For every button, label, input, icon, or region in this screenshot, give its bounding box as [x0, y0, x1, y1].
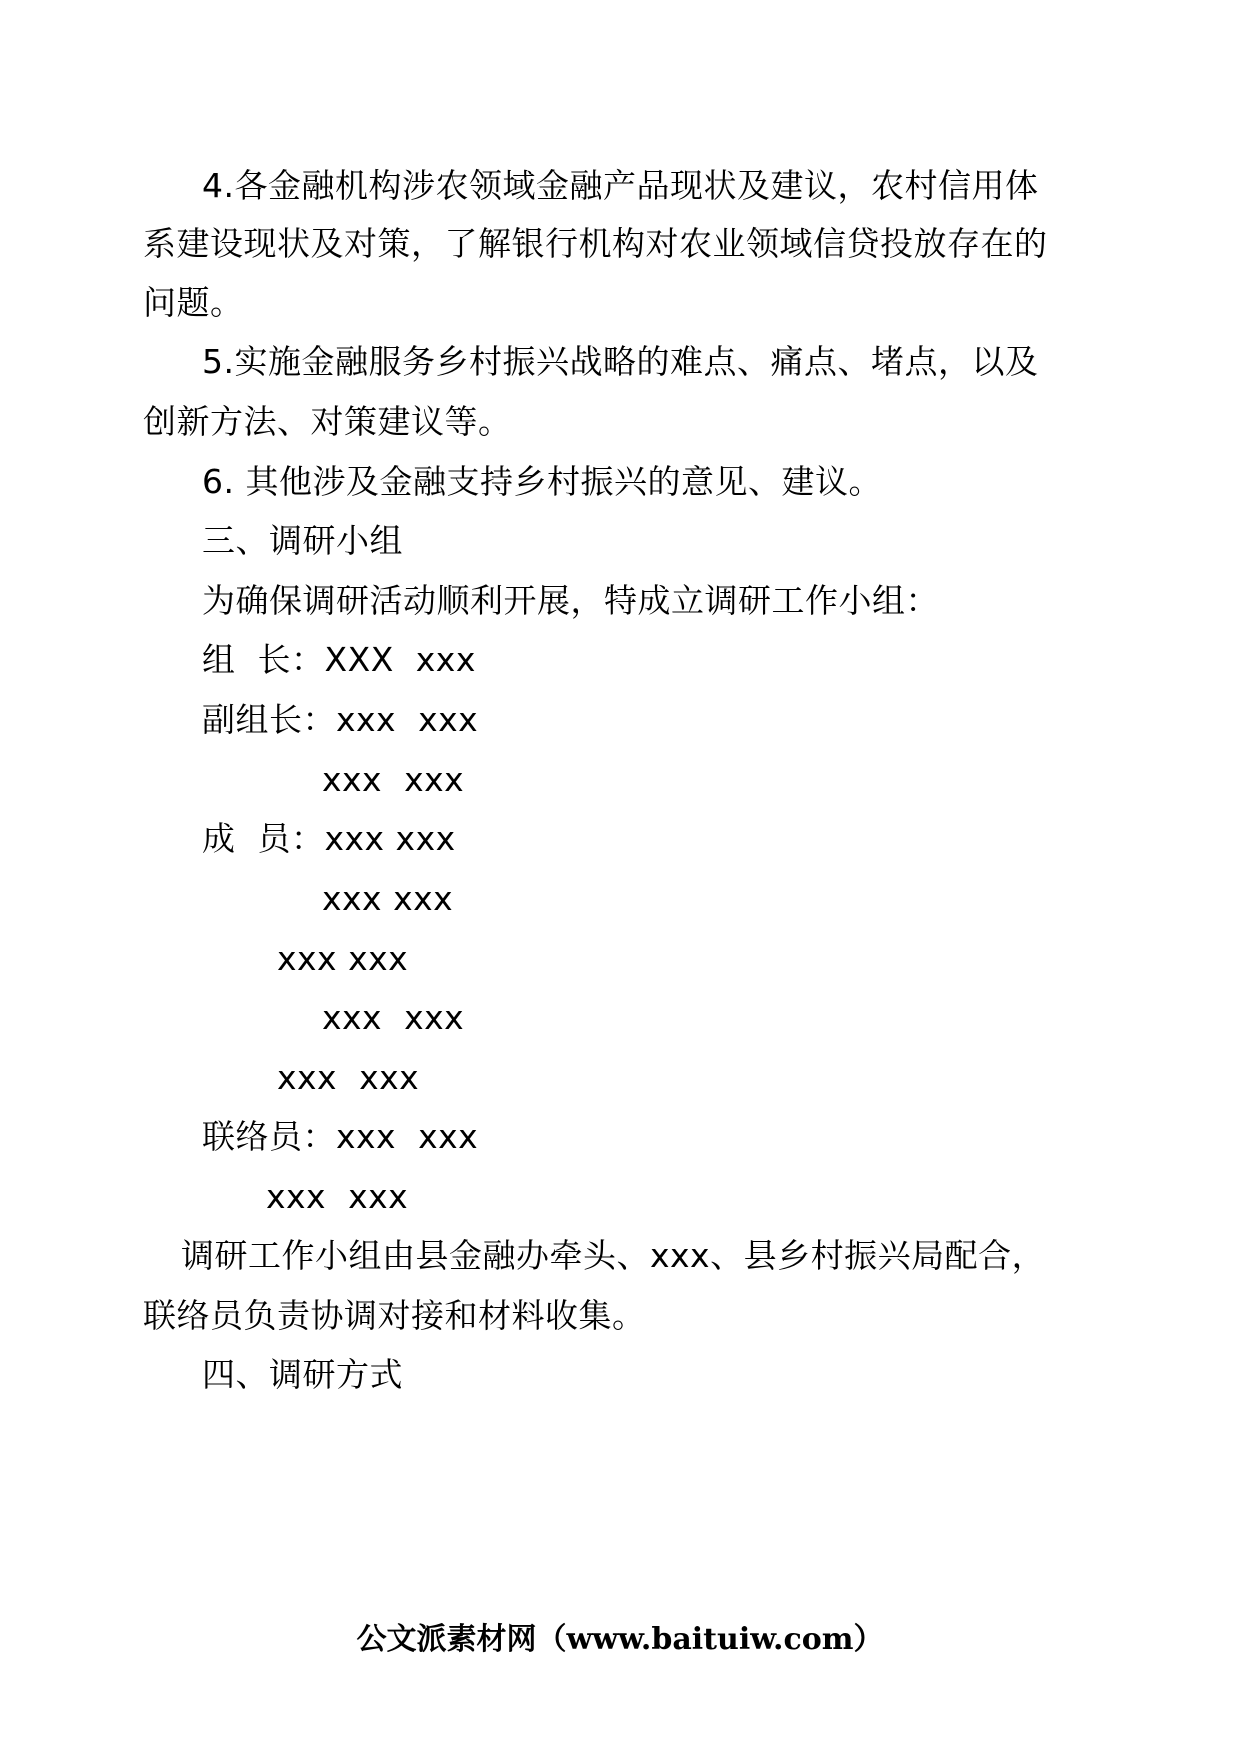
- section-3-heading: 三、调研小组: [202, 521, 403, 560]
- paragraph-5-line-2: 创新方法、对策建议等。: [143, 402, 512, 441]
- paragraph-4-line-1: 4.各金融机构涉农领域金融产品现状及建议，农村信用体: [202, 166, 1039, 205]
- deputy-leader-line-2: xxx xxx: [322, 760, 465, 799]
- members-line-2: xxx xxx: [322, 879, 454, 918]
- members-line-1: 成 员：xxx xxx: [202, 819, 456, 858]
- paragraph-5-line-1: 5.实施金融服务乡村振兴战略的难点、痛点、堵点，以及: [202, 342, 1039, 381]
- section-3-intro: 为确保调研活动顺利开展，特成立调研工作小组：: [202, 581, 939, 620]
- paragraph-4-line-3: 问题。: [143, 283, 244, 322]
- paragraph-6-line-1: 6. 其他涉及金融支持乡村振兴的意见、建议。: [202, 462, 882, 501]
- paragraph-4-line-2: 系建设现状及对策，了解银行机构对农业领域信贷投放存在的: [143, 224, 1048, 263]
- group-leader-line: 组 长：XXX xxx: [202, 640, 476, 679]
- section-4-heading: 四、调研方式: [202, 1355, 403, 1394]
- members-line-5: xxx xxx: [277, 1058, 420, 1097]
- members-line-4: xxx xxx: [322, 998, 465, 1037]
- deputy-leader-line-1: 副组长：xxx xxx: [202, 700, 479, 739]
- summary-line-1: 调研工作小组由县金融办牵头、xxx、县乡村振兴局配合，: [181, 1236, 1046, 1275]
- liaison-line-2: xxx xxx: [266, 1177, 409, 1216]
- members-line-3: xxx xxx: [277, 939, 409, 978]
- summary-line-2: 联络员负责协调对接和材料收集。: [143, 1296, 646, 1335]
- footer-watermark: 公文派素材网（www.baituiw.com）: [356, 1622, 884, 1657]
- liaison-line-1: 联络员：xxx xxx: [202, 1117, 479, 1156]
